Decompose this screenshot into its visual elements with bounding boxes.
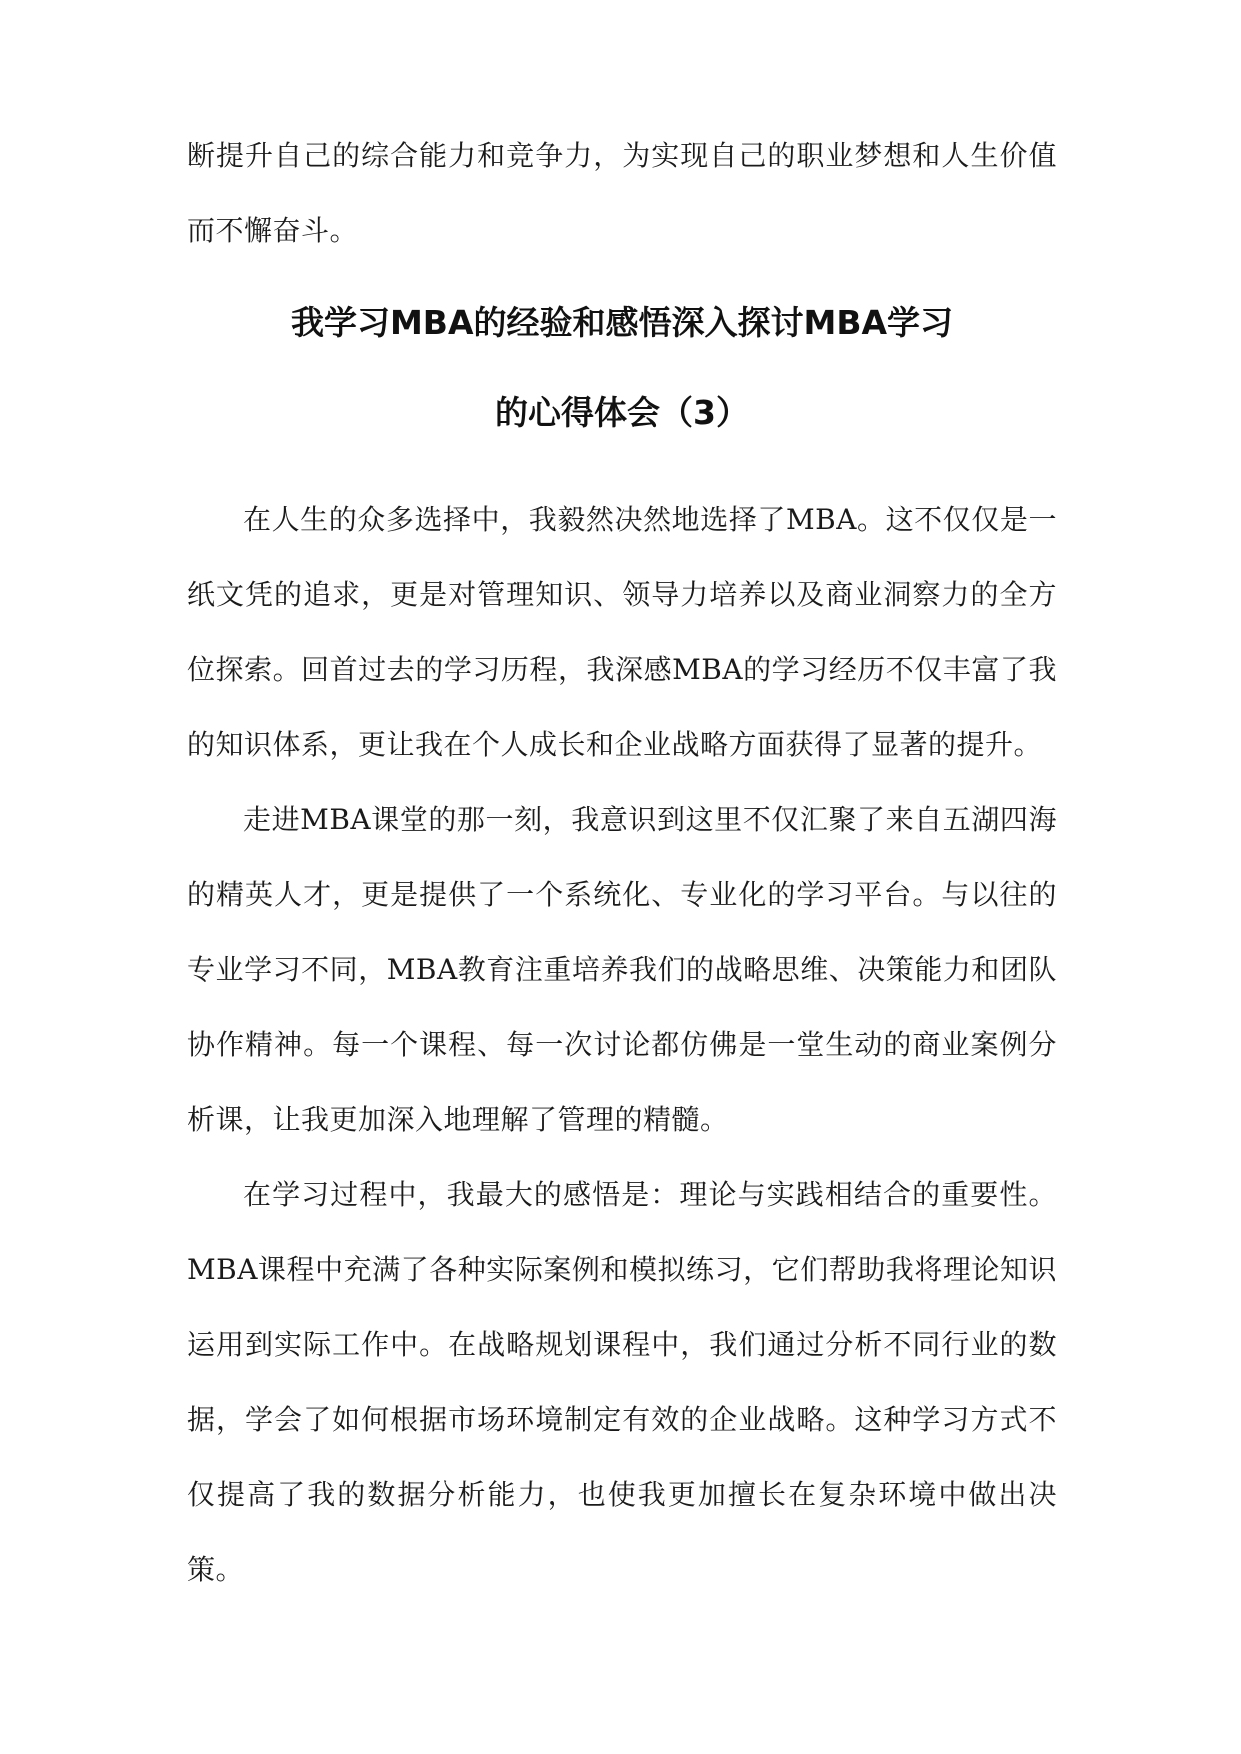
body-paragraph-2: 走进MBA课堂的那一刻，我意识到这里不仅汇聚了来自五湖四海的精英人才，更是提供了一个系统化、专业化的学习平台。与以往的专业学习不同，MBA教育注重培养我们的战略思维、决策能力和团队协作精神。每一个课程、每一次讨论都仿佛是一堂生动的商业案例分析课，让我更加深入地理解了管理的精髓。: [187, 803, 1057, 1136]
article-title-line-2: 的心得体会（3）: [495, 393, 749, 432]
body-paragraph-3: 在学习过程中，我最大的感悟是：理论与实践相结合的重要性。MBA课程中充满了各种实际案例和模拟练习，它们帮助我将理论知识运用到实际工作中。在战略规划课程中，我们通过分析不同行业的数据，学会了如何根据市场环境制定有效的企业战略。这种学习方式不仅提高了我的数据分析能力，也使我更加擅长在复杂环境中做出决策。: [187, 1178, 1057, 1586]
body-paragraph-1: 在人生的众多选择中，我毅然决然地选择了MBA。这不仅仅是一纸文凭的追求，更是对管理知识、领导力培养以及商业洞察力的全方位探索。回首过去的学习历程，我深感MBA的学习经历不仅丰富了我的知识体系，更让我在个人成长和企业战略方面获得了显著的提升。: [187, 503, 1057, 761]
article-title-line-1: 我学习MBA的经验和感悟深入探讨MBA学习: [290, 303, 954, 342]
continuation-paragraph: 断提升自己的综合能力和竞争力，为实现自己的职业梦想和人生价值而不懈奋斗。: [187, 139, 1057, 247]
